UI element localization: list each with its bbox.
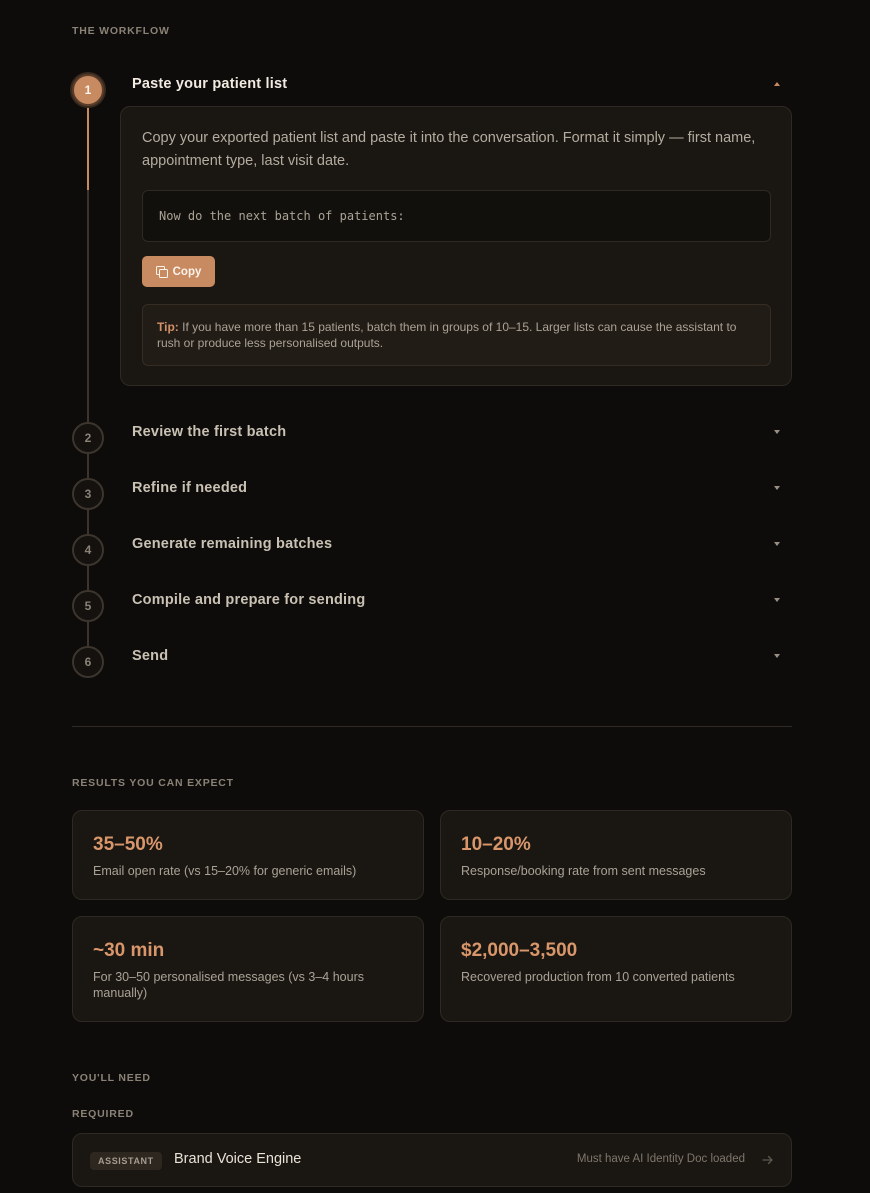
required-item-card[interactable] (72, 1133, 792, 1187)
result-value: 10–20% (461, 834, 531, 855)
step-1-header[interactable] (132, 72, 792, 96)
step-6-header[interactable] (132, 644, 792, 668)
copy-button[interactable] (142, 256, 215, 287)
chevron-down-icon (774, 542, 780, 546)
timeline-connector (87, 510, 89, 534)
chevron-down-icon (774, 654, 780, 658)
arrow-right-icon[interactable] (762, 1154, 774, 1166)
tip-text: If you have more than 15 patients, batch them in groups of 10–15. Larger lists can cause the assistant to rush or produce less personalised outputs. (157, 320, 737, 350)
step-2-header[interactable] (132, 420, 792, 444)
workflow-heading: THE WORKFLOW (72, 25, 170, 37)
result-card (72, 810, 424, 900)
step-3-header[interactable] (132, 476, 792, 500)
chevron-down-icon (774, 486, 780, 490)
step-description: Copy your exported patient list and paste it into the conversation. Format it simply — first name, appointment type, last visit date. (142, 130, 756, 169)
step-4-header[interactable] (132, 532, 792, 556)
result-label: Recovered production from 10 converted patients (461, 970, 735, 984)
item-note: Must have AI Identity Doc loaded (576, 1153, 745, 1165)
step-title: Review the first batch (132, 424, 287, 440)
result-value: $2,000–3,500 (461, 940, 578, 961)
required-heading: REQUIRED (72, 1108, 134, 1120)
results-heading: RESULTS YOU CAN EXPECT (72, 777, 234, 789)
section-divider (72, 726, 792, 727)
chevron-down-icon (774, 598, 780, 602)
copy-button-label: Copy (172, 265, 202, 278)
item-name: Brand Voice Engine (174, 1151, 302, 1167)
step-title: Refine if needed (132, 480, 248, 496)
step-number-badge: 1 (72, 74, 104, 106)
result-card (72, 916, 424, 1022)
tip-box (142, 304, 771, 366)
item-type-badge: ASSISTANT (90, 1152, 162, 1170)
chevron-down-icon (774, 430, 780, 434)
step-title: Compile and prepare for sending (132, 592, 366, 608)
step-number-badge: 2 (72, 422, 104, 454)
step-number-badge: 5 (72, 590, 104, 622)
step-title: Paste your patient list (132, 76, 288, 92)
result-label: Email open rate (vs 15–20% for generic emails) (93, 864, 357, 878)
result-card (440, 810, 792, 900)
timeline-connector (87, 566, 89, 590)
timeline-connector (87, 454, 89, 478)
result-label: Response/booking rate from sent messages (461, 864, 706, 878)
step-number-badge: 4 (72, 534, 104, 566)
need-heading: YOU'LL NEED (72, 1072, 151, 1084)
step-5-header[interactable] (132, 588, 792, 612)
result-value: ~30 min (93, 940, 165, 961)
copy-icon (156, 266, 167, 277)
chevron-up-icon (774, 82, 780, 86)
timeline-connector-active (87, 105, 89, 190)
result-value: 35–50% (93, 834, 163, 855)
step-title: Generate remaining batches (132, 536, 333, 552)
timeline-connector (87, 190, 89, 422)
step-number-badge: 6 (72, 646, 104, 678)
timeline-connector (87, 622, 89, 646)
step-number-badge: 3 (72, 478, 104, 510)
result-card (440, 916, 792, 1022)
step-1-panel (120, 106, 792, 386)
tip-label: Tip: (157, 320, 179, 334)
step-title: Send (132, 648, 169, 664)
result-label: For 30–50 personalised messages (vs 3–4 hours manually) (93, 970, 364, 1000)
prompt-text-box[interactable]: Now do the next batch of patients: (142, 190, 771, 242)
